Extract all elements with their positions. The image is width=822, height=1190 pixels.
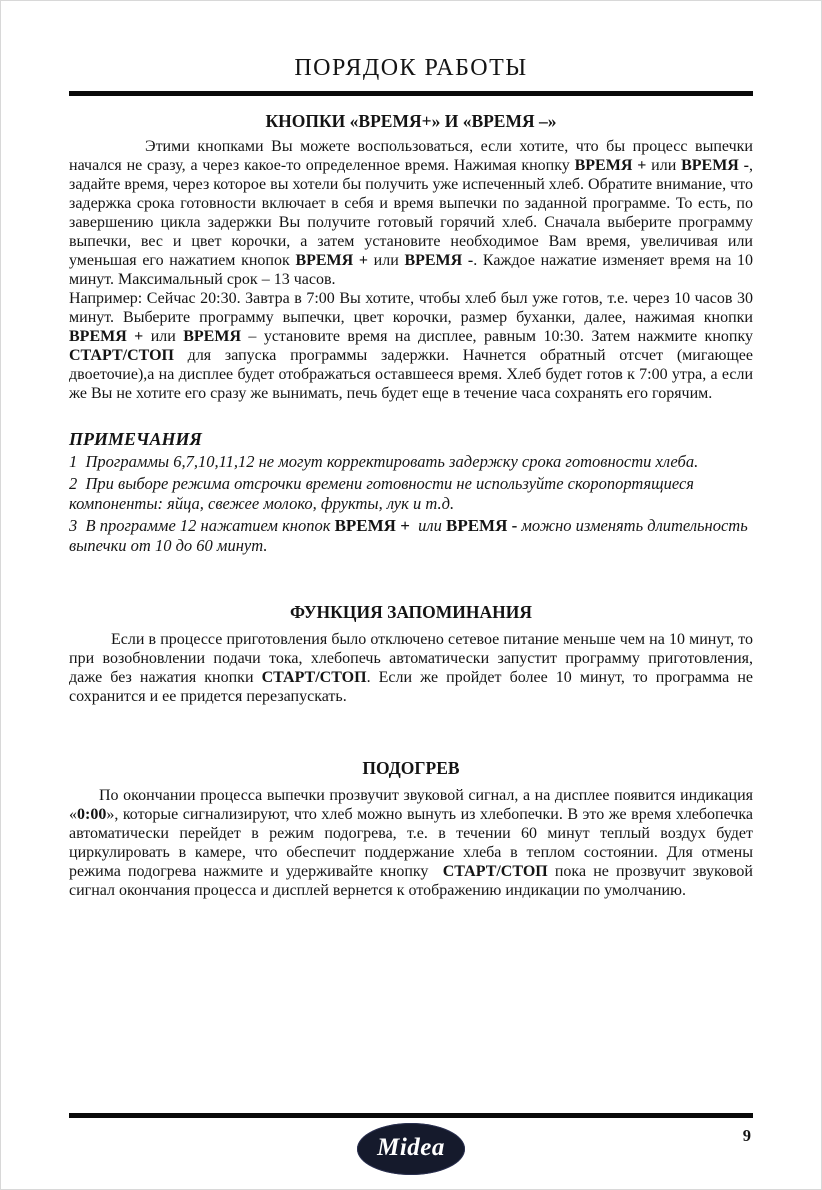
footer-row [69, 1123, 753, 1190]
header-rule [69, 91, 753, 96]
page-title: ПОРЯДОК РАБОТЫ [294, 55, 528, 81]
note-item-3: 3 В программе 12 нажатием кнопок ВРЕМЯ + или ВРЕМЯ - можно изменять длительность выпечки от 10 до 60 минут. [69, 516, 748, 555]
midea-logo-text: Midea [377, 1134, 445, 1161]
midea-logo [357, 1123, 465, 1175]
note-item-2: 2 При выборе режима отсрочки времени готовности не используйте скоропортящиеся компоненты: яйца, свежее молоко, фрукты, лук и т.д. [69, 474, 694, 513]
section-heading-notes: ПРИМЕЧАНИЯ [69, 429, 202, 449]
paragraph-time-buttons-1: Этими кнопками Вы можете воспользоваться, если хотите, что бы процесс выпечки начался не сразу, а через какое-то определенное время. Нажимая кнопку ВРЕМЯ + или ВРЕМЯ -, задайте время, через которое вы хотели бы получить уже испеченный хлеб. Обратите внимание, что задержка срока готовности включает в себя и время выпечки по заданной программе. То есть, по завершению цикла задержки Вы получите готовый горячий хлеб. Сначала выберите программу выпечки, вес и цвет корочки, а затем установите необходимое Вам время, увеличивая или уменьшая его нажатием кнопок ВРЕМЯ + или ВРЕМЯ -. Каждое нажатие изменяет время на 10 минут. Максимальный срок – 13 часов. [69, 138, 754, 288]
paragraph-time-buttons-2: Например: Сейчас 20:30. Завтра в 7:00 Вы хотите, чтобы хлеб был уже готов, т.е. через 10 часов 30 минут. Выберите программу выпечки, цвет корочки, размер буханки, далее, нажимая кнопки ВРЕМЯ + или ВРЕМЯ – установите время на дисплее, равным 10:30. Затем нажмите кнопку СТАРТ/СТОП для запуска программы задержки. Начнется обратный отсчет (мигающее двоеточие),а на дисплее будет отображаться оставшееся время. Хлеб будет готов к 7:00 утра, а если же Вы не хотите его сразу же вынимать, печь будет еще в течение часа сохранять его горячим. [69, 290, 753, 402]
paragraph-warming: По окончании процесса выпечки прозвучит звуковой сигнал, а на дисплее появится индикация «0:00», которые сигнализируют, что хлеб можно вынуть из хлебопечки. В это же время хлебопечка автоматически перейдет в режим подогрева, т.е. в течении 60 минут теплый воздух будет циркулировать в камере, что обеспечит поддержание хлеба в теплом состоянии. Для отмены режима подогрева нажмите и удерживайте кнопку СТАРТ/СТОП пока не прозвучит звуковой сигнал окончания процесса и дисплей вернется к отображению индикации по умолчанию. [69, 787, 753, 899]
section-heading-warming: ПОДОГРЕВ [362, 758, 460, 778]
section-heading-time-buttons: КНОПКИ «ВРЕМЯ+» И «ВРЕМЯ –» [265, 111, 557, 131]
section-heading-memory: ФУНКЦИЯ ЗАПОМИНАНИЯ [290, 602, 532, 622]
note-item-1: 1 Программы 6,7,10,11,12 не могут корректировать задержку срока готовности хлеба. [69, 452, 699, 471]
footer-rule [69, 1113, 753, 1118]
page-number: 9 [742, 1126, 751, 1145]
paragraph-memory: Если в процессе приготовления было отключено сетевое питание меньше чем на 10 минут, то при возобновлении подачи тока, хлебопечь автоматически запустит программу приготовления, даже без нажатия кнопки СТАРТ/СТОП. Если же пройдет более 10 минут, то программа не сохранится и ее придется перезапускать. [69, 631, 753, 705]
footer [69, 1113, 753, 1190]
